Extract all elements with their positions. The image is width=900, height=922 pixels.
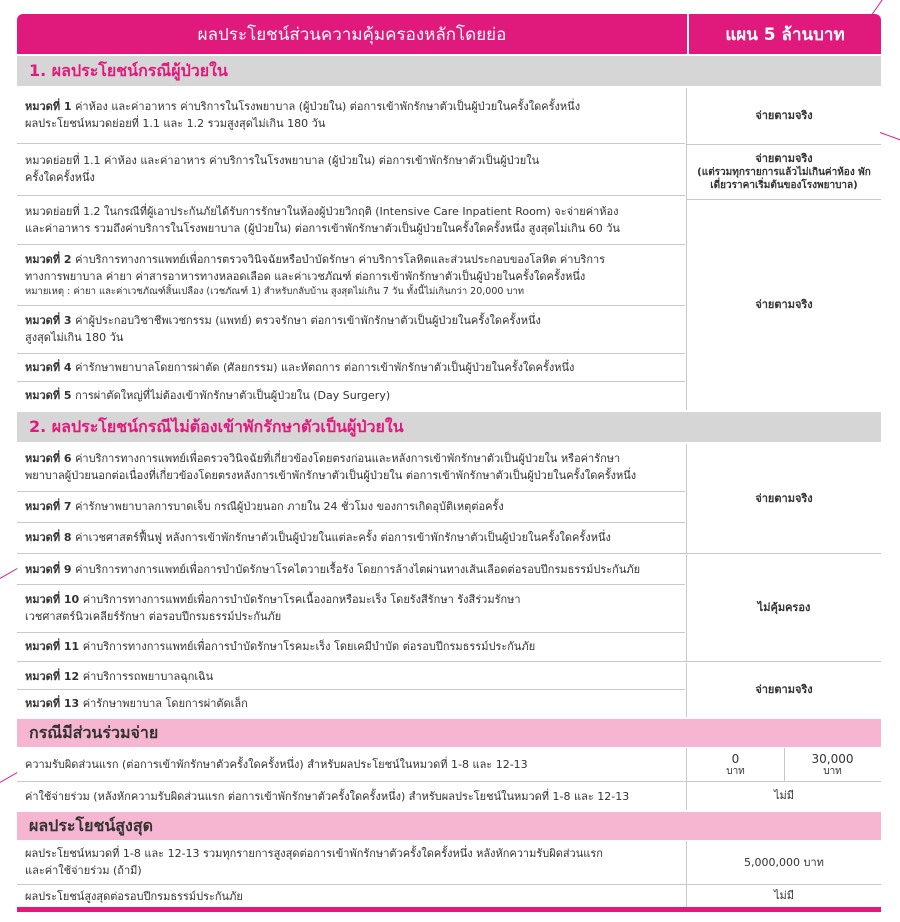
row-category-7 [17, 492, 685, 521]
value-text: ไม่คุ้มครอง [757, 601, 811, 614]
category-text: ผลประโยชน์สูงสุดต่อรอบปีกรมธรรม์ประกันภัย [25, 889, 243, 903]
category-text: ค่าบริการทางการแพทย์เพื่อตรวจวินิจฉัยที่เกี่ยวข้องโดยตรงก่อนและหลังการเข้าพักรักษาตัวเป็นผู้ป่วยใน หรือค่ารักษา [75, 452, 621, 465]
category-label: หมวดที่ 12 [25, 669, 80, 683]
divider [17, 661, 881, 662]
category-label: หมวดที่ 6 [25, 452, 72, 465]
value-text: ไม่มี [773, 889, 795, 902]
divider [17, 553, 881, 554]
category-text: ค่ารักษาพยาบาลโดยการผ่าตัด (ศัลยกรรม) และหัตถการ ต่อการเข้าพักรักษาตัวเป็นผู้ป่วยในครั้งใดครั้งหนึ่ง [75, 361, 575, 374]
decorative-line [0, 772, 18, 783]
value-max-per-year [687, 885, 881, 907]
row-category-3 [17, 307, 685, 351]
row-coinsurance [17, 782, 685, 810]
category-text: ค่าใช้จ่ายร่วม (หลังหักความรับผิดส่วนแรก ต่อการเข้าพักรักษาตัวครั้งใดครั้งหนึ่ง) สำหรับผลประโยชน์ในหมวดที่ 1-8 และ 12-13 [25, 789, 630, 803]
value-deductible-zero [687, 748, 784, 781]
row-category-1 [17, 88, 685, 142]
category-label: หมวดที่ 3 [25, 314, 72, 327]
category-text: ค่ารักษาพยาบาลการบาดเจ็บ กรณีผู้ป่วยนอก ภายใน 24 ชั่วโมง ของการเกิดอุบัติเหตุต่อครั้ง [75, 500, 504, 513]
value-deductible-30000 [784, 748, 881, 781]
category-label: หมวดที่ 1 [25, 100, 72, 113]
row-category-4 [17, 354, 685, 381]
value-text: 30,000 [811, 751, 854, 766]
category-text: ค่าผู้ประกอบวิชาชีพเวชกรรม (แพทย์) ตรวจรักษา ต่อการเข้าพักรักษาตัวเป็นผู้ป่วยในครั้งใดครั้งหนึ่ง [75, 314, 541, 327]
bottom-bar [17, 907, 881, 912]
value-max-benefit [687, 841, 881, 884]
category-text: ค่าบริการทางการแพทย์เพื่อการบำบัดรักษาโรคเนื้องอกหรือมะเร็ง โดยรังสีรักษา รังสีร่วมรักษา [82, 593, 521, 606]
row-category-6 [17, 444, 685, 490]
category-text: ค่ารักษาพยาบาล โดยการผ่าตัดเล็ก [82, 696, 248, 710]
category-label: หมวดที่ 9 [25, 562, 72, 576]
category-text-2: ผลประโยชน์หมวดย่อยที่ 1.1 และ 1.2 รวมสูงสุดไม่เกิน 180 วัน [25, 117, 326, 130]
value-text: จ่ายตามจริง [755, 491, 813, 505]
category-text: ผลประโยชน์หมวดที่ 1-8 และ 12-13 รวมทุกรายการสูงสุดต่อการเข้าพักรักษาตัวครั้งใดครั้งหนึ่ง หลังหักความรับผิดส่วนแรก [25, 847, 603, 860]
category-text: ค่าบริการรถพยาบาลฉุกเฉิน [82, 669, 214, 683]
row-max-per-year [17, 885, 685, 907]
category-text-2: พยาบาลผู้ป่วยนอกต่อเนื่องที่เกี่ยวข้องโดยตรงหลังการเข้าพักรักษาตัวเป็นผู้ป่วยใน ต่อการเข้าพักรักษาตัวเป็นผู้ป่วยในครั้งใดครั้งหนึ่ง [25, 469, 637, 482]
value-text: จ่ายตามจริง [755, 683, 813, 696]
value-text: จ่ายตามจริง [755, 109, 813, 122]
category-text-2: และค่าใช้จ่ายร่วม (ถ้ามี) [25, 864, 142, 877]
benefit-table [17, 14, 881, 912]
value-text: 5,000,000 บาท [744, 855, 824, 869]
plan-title: แผน 5 ล้านบาท [689, 14, 881, 54]
row-subcategory-1-2 [17, 197, 685, 243]
value-text: จ่ายตามจริง [755, 298, 813, 311]
category-text-2: และค่าอาหาร รวมถึงค่าบริการในโรงพยาบาล (ผู้ป่วยใน) ต่อการเข้าพักรักษาตัวเป็นผู้ป่วยในครั้งใดครั้งหนึ่ง สูงสุดไม่เกิน 60 วัน [25, 222, 620, 235]
category-label: หมวดที่ 4 [25, 361, 72, 374]
row-max-benefit [17, 841, 685, 883]
category-label: หมวดที่ 7 [25, 500, 72, 513]
row-category-10 [17, 585, 685, 631]
category-label: หมวดที่ 8 [25, 530, 72, 544]
row-category-12 [17, 663, 685, 689]
value-text: จ่ายตามจริง [755, 152, 813, 165]
section-inpatient: 1. ผลประโยชน์กรณีผู้ป่วยใน [17, 56, 881, 86]
value-text: 0 [731, 751, 740, 766]
category-text: ค่าบริการทางการแพทย์เพื่อการบำบัดรักษาโรคมะเร็ง โดยเคมีบำบัด ต่อรอบปีกรมธรรม์ประกันภัย [82, 640, 536, 653]
category-note: หมายเหตุ : ค่ายา และค่าเวชภัณฑ์สิ้นเปลือง (เวชภัณฑ์ 1) สำหรับกลับบ้าน สูงสุดไม่เกิน 7 วัน ทั้งนี้ไม่เกินกว่า 20,000 บาท [25, 286, 525, 297]
section-copay: กรณีมีส่วนร่วมจ่าย [17, 719, 881, 747]
category-text: หมวดย่อยที่ 1.2 ในกรณีที่ผู้เอาประกันภัยได้รับการรักษาในห้องผู้ป่วยวิกฤติ (Intensive Care Inpatient Room) จะจ่ายค่าห้อง [25, 205, 619, 218]
category-text-2: ทางการพยาบาล ค่ายา ค่าสารอาหารทางหลอดเลือด และค่าเวชภัณฑ์ ต่อการเข้าพักรักษาตัวเป็นผู้ป่วยในครั้งใดครั้งหนึ่ง [25, 270, 586, 283]
section-outpatient: 2. ผลประโยชน์กรณีไม่ต้องเข้าพักรักษาตัวเป็นผู้ป่วยใน [17, 412, 881, 442]
divider [17, 195, 685, 196]
category-label: หมวดที่ 2 [25, 253, 72, 266]
value-categories-12-13 [687, 663, 881, 717]
category-text: หมวดย่อยที่ 1.1 ค่าห้อง และค่าอาหาร ค่าบริการในโรงพยาบาล (ผู้ป่วยใน) ต่อการเข้าพักรักษาตัวเป็นผู้ป่วยใน [25, 154, 540, 167]
decorative-line [872, 0, 883, 15]
value-categories-1-2-to-5 [687, 200, 881, 410]
value-subcategory-1-1 [687, 145, 881, 199]
value-categories-9-to-11 [687, 555, 881, 661]
category-label: หมวดที่ 5 [25, 389, 72, 402]
value-categories-6-to-8 [687, 444, 881, 553]
value-unit: บาท [726, 765, 745, 777]
category-label: หมวดที่ 11 [25, 640, 80, 653]
divider [17, 305, 685, 306]
row-category-13 [17, 690, 685, 716]
category-text: ความรับผิดส่วนแรก (ต่อการเข้าพักรักษาตัวครั้งใดครั้งหนึ่ง) สำหรับผลประโยชน์ในหมวดที่ 1-8 และ 12-13 [25, 757, 528, 771]
category-text-2: สูงสุดไม่เกิน 180 วัน [25, 331, 124, 344]
category-text: ค่าเวชศาสตร์ฟื้นฟู หลังการเข้าพักรักษาตัวเป็นผู้ป่วยในแต่ละครั้ง ต่อการเข้าพักรักษาตัวเป็นผู้ป่วยในครั้งใดครั้งหนึ่ง [75, 530, 611, 544]
category-text-2: เวชศาสตร์นิวเคลียร์รักษา ต่อรอบปีกรมธรรม์ประกันภัย [25, 610, 282, 623]
row-category-5 [17, 382, 685, 409]
category-label: หมวดที่ 13 [25, 696, 80, 710]
row-category-9 [17, 555, 685, 583]
decorative-line [0, 568, 18, 579]
value-subtext: (แต่รวมทุกรายการแล้วไม่เกินค่าห้อง พักเดี่ยวราคาเริ่มต้นของโรงพยาบาล) [697, 167, 871, 191]
divider [17, 244, 685, 245]
category-text: ค่าห้อง และค่าอาหาร ค่าบริการในโรงพยาบาล (ผู้ป่วยใน) ต่อการเข้าพักรักษาตัวเป็นผู้ป่วยในครั้งใดครั้งหนึ่ง [75, 100, 581, 113]
section-max-benefit: ผลประโยชน์สูงสุด [17, 812, 881, 840]
value-category-1 [687, 88, 881, 144]
row-category-8 [17, 523, 685, 551]
table-title: ผลประโยชน์ส่วนความคุ้มครองหลักโดยย่อ [17, 14, 687, 54]
value-unit: บาท [823, 765, 842, 777]
category-text-2: ครั้งใดครั้งหนึ่ง [25, 171, 95, 184]
category-text: การผ่าตัดใหญ่ที่ไม่ต้องเข้าพักรักษาตัวเป็นผู้ป่วยใน (Day Surgery) [75, 389, 391, 402]
value-coinsurance [687, 782, 881, 810]
category-text: ค่าบริการทางการแพทย์เพื่อการตรวจวินิจฉัยหรือบำบัดรักษา ค่าบริการโลหิตและส่วนประกอบของโลหิต ค่าบริการ [75, 253, 606, 266]
category-label: หมวดที่ 10 [25, 593, 80, 606]
divider [17, 143, 685, 144]
decorative-line [880, 132, 900, 140]
category-text: ค่าบริการทางการแพทย์เพื่อการบำบัดรักษาโรคไตวายเรื้อรัง โดยการล้างไตผ่านทางเส้นเลือดต่อรอบปีกรมธรรม์ประกันภัย [75, 562, 641, 576]
row-deductible [17, 748, 685, 780]
row-category-11 [17, 633, 685, 660]
value-text: ไม่มี [773, 789, 795, 802]
row-subcategory-1-1 [17, 145, 685, 193]
row-category-2 [17, 246, 685, 304]
